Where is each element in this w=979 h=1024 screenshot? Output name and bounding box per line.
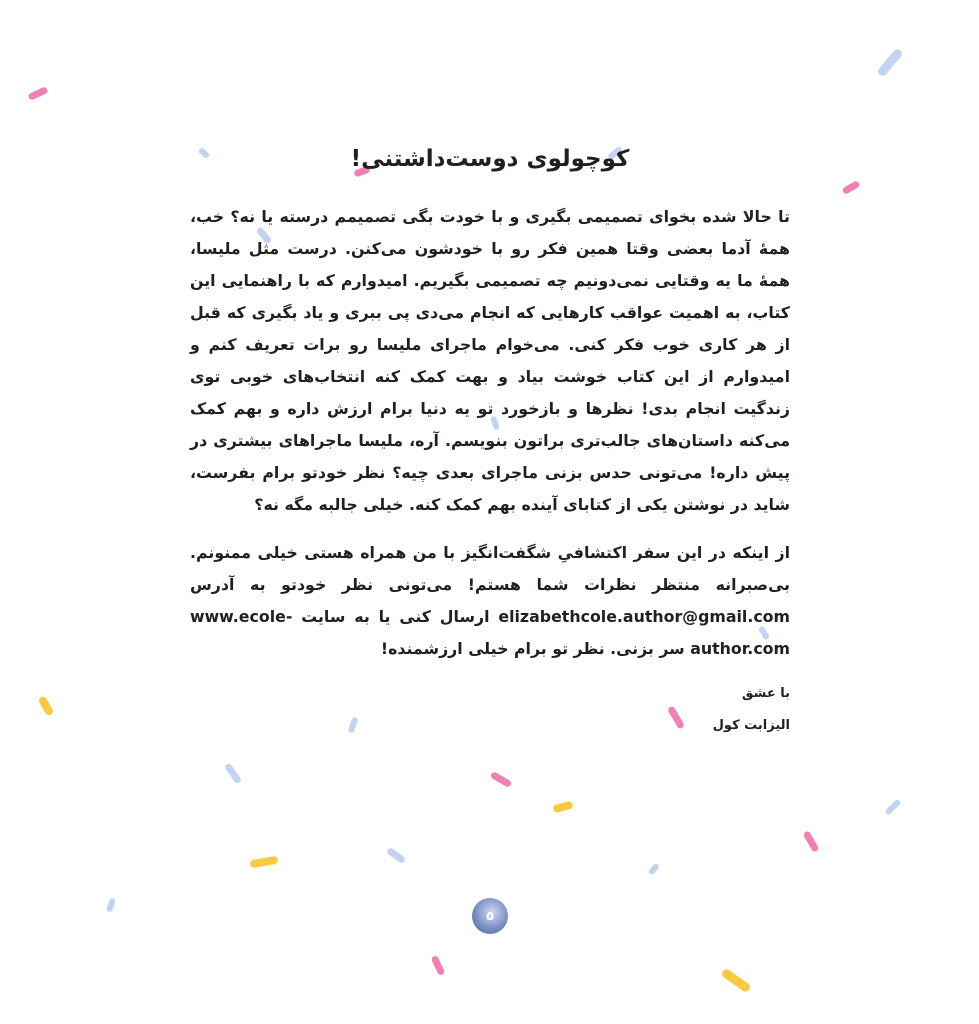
confetti-decoration bbox=[224, 762, 242, 784]
confetti-decoration bbox=[876, 47, 903, 77]
confetti-decoration bbox=[885, 799, 902, 816]
confetti-decoration bbox=[648, 862, 660, 875]
confetti-decoration bbox=[27, 86, 48, 101]
letter-paragraph-1: تا حالا شده بخوای تصمیمی بگیری و با خودت بگی تصمیمم درسته یا نه؟ خب، همهٔ آدما بعضی وقتا همین فکر رو با خودشون می‌کنن. درست مثل ملیسا، همهٔ ما یه وقتایی نمی‌دونیم چه تصمیمی بگیریم. امیدوارم که با راهنمایی این کتاب، به اهمیت عواقب کارهایی که انجام می‌دی پی ببری و یاد بگیری که قبل از هر کاری خوب فکر کنی. می‌خوام ماجرای ملیسا رو برات تعریف کنم و امیدوارم از این کتاب خوشت بیاد و بهت کمک کنه انتخاب‌های خوبی توی زندگیت انجام بدی! نظرها و بازخورد تو یه دنیا برام ارزش داره و بهم کمک می‌کنه داستان‌های جالب‌تری براتون بنویسم. آره، ملیسا ماجراهای بیشتری در پیش داره! می‌تونی حدس بزنی ماجرای بعدی چیه؟ نظر خودتو برام بفرست، شاید در نوشتن یکی از کتابای آینده بهم کمک کنه. خیلی جالبه مگه نه؟ bbox=[190, 206, 790, 514]
confetti-decoration bbox=[720, 968, 751, 994]
page-title: کوچولوی دوست‌داشتنی! bbox=[350, 146, 630, 172]
closing-line: با عشق bbox=[741, 685, 790, 701]
confetti-decoration bbox=[490, 771, 513, 788]
confetti-decoration bbox=[841, 180, 860, 195]
page-number-badge: ۵ bbox=[472, 898, 508, 934]
confetti-decoration bbox=[250, 856, 279, 869]
author-signature: الیزابت کول bbox=[712, 718, 790, 734]
confetti-decoration bbox=[386, 847, 406, 864]
confetti-decoration bbox=[38, 695, 55, 716]
confetti-decoration bbox=[552, 801, 573, 814]
letter-content bbox=[190, 145, 790, 735]
confetti-decoration bbox=[802, 830, 819, 853]
confetti-decoration bbox=[431, 955, 446, 976]
confetti-decoration bbox=[106, 897, 116, 912]
letter-paragraph-2: از اینکه در این سفر اکتشافیِ شگفت‌انگیز با من همراه هستی خیلی ممنونم. بی‌صبرانه منتظر نظرات شما هستم! می‌تونی نظر خودتو به آدرس elizabethcole.author@gmail.com ارسال کنی یا به سایت www.ecole-author.com سر بزنی. نظر تو برام خیلی ارزشمنده! bbox=[190, 542, 790, 658]
